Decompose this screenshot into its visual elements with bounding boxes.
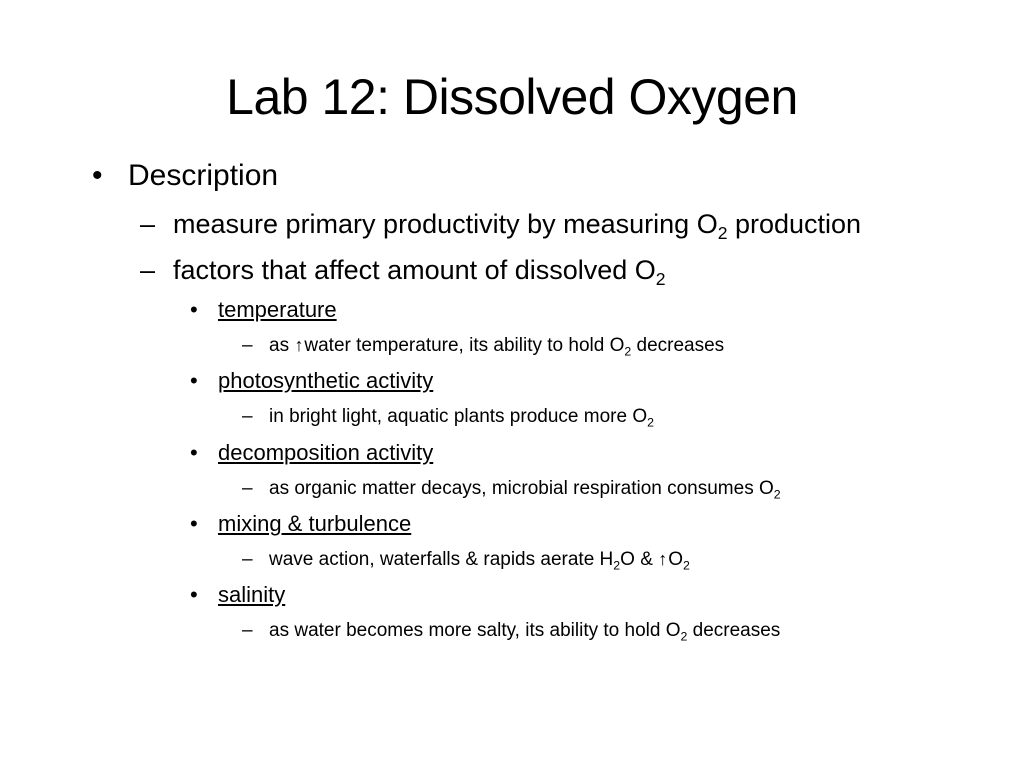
text-part: O &	[620, 549, 659, 570]
up-arrow-icon: ↑	[658, 549, 668, 569]
bullet-icon: •	[190, 440, 198, 465]
text-part: as water becomes more salty, its ability to hold O	[269, 620, 681, 641]
dash-icon: –	[242, 478, 253, 499]
factor-label: temperature	[218, 297, 337, 322]
text-part: decreases	[631, 335, 725, 356]
detail-text	[269, 334, 724, 358]
subpoint-factors-text	[173, 253, 666, 290]
bullet-icon: •	[92, 159, 103, 192]
up-arrow-icon: ↑	[294, 335, 304, 355]
text-part: O	[668, 549, 683, 570]
detail-text	[269, 477, 781, 501]
dash-icon: –	[242, 335, 253, 356]
factor-label: salinity	[218, 582, 286, 607]
subscript: 2	[647, 415, 654, 430]
detail-text	[269, 548, 690, 572]
subscript: 2	[680, 629, 688, 644]
bullet-icon: •	[190, 582, 198, 607]
factor-label: decomposition activity	[218, 440, 434, 465]
text-part: as	[269, 335, 295, 356]
text-part: wave action, waterfalls & rapids aerate H	[269, 549, 614, 570]
subscript: 2	[773, 487, 781, 502]
factor-label: mixing & turbulence	[218, 511, 412, 536]
dash-icon: –	[242, 406, 253, 427]
dash-icon: –	[140, 209, 156, 239]
slide-title: Lab 12: Dissolved Oxygen	[226, 69, 798, 125]
subscript: 2	[717, 223, 728, 244]
dash-icon: –	[242, 620, 253, 641]
text-part: as organic matter decays, microbial respiration consumes O	[269, 478, 774, 499]
description-text: Description	[128, 159, 279, 192]
subscript: 2	[624, 344, 632, 359]
dash-icon: –	[242, 549, 253, 570]
detail-text	[269, 619, 780, 643]
text-part: measure primary productivity by measuring O	[173, 209, 718, 239]
subpoint-measure-text	[173, 207, 862, 244]
text-part: in bright light, aquatic plants produce more O	[269, 406, 648, 427]
bullet-icon: •	[190, 368, 198, 393]
text-part: decreases	[687, 620, 781, 641]
bullet-icon: •	[190, 511, 198, 536]
subscript: 2	[613, 558, 621, 573]
dash-icon: –	[140, 255, 156, 285]
detail-text	[269, 405, 654, 429]
text-part: water temperature, its ability to hold O	[304, 335, 625, 356]
text-part: production	[727, 209, 862, 239]
subscript: 2	[682, 558, 690, 573]
text-part: factors that affect amount of dissolved O	[173, 255, 656, 285]
factor-label: photosynthetic activity	[218, 368, 434, 393]
bullet-icon: •	[190, 297, 198, 322]
subscript: 2	[655, 269, 666, 290]
